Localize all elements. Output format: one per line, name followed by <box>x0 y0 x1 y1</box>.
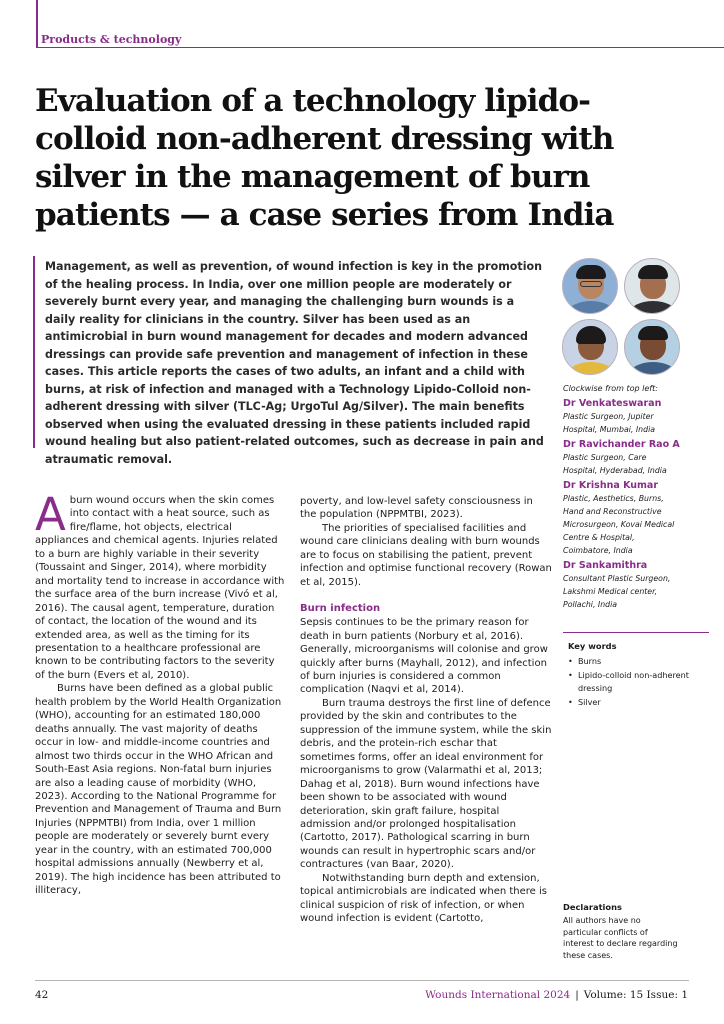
subheading: Burn infection <box>300 603 381 615</box>
author-name: Dr Ravichander Rao A <box>563 439 680 450</box>
author-affiliation: Plastic, Aesthetics, Burns, Hand and Reconstructive Microsurgeon, Kovai Medical Centre & Hospital, Coimbatore, India <box>563 494 675 555</box>
volume-issue: Volume: 15 Issue: 1 <box>583 989 688 1001</box>
footer-separator: | <box>575 989 579 1001</box>
author-photo-sankamithra <box>562 319 618 375</box>
author-entry <box>563 559 683 611</box>
body-paragraph: Burns have been defined as a global public health problem by the World Health Organization (WHO), accounting for an estimated 180,000 deaths annually. The vast majority of deaths occur in low- and middle-income countries and almost two thirds occur in the WHO African and South-East Asia regions. Non-fatal burn injuries are also a leading cause of morbidity (WHO, 2023). According to the National Programme for Prevention and Management of Trauma and Burn Injuries (NPPMTBI) from India, over 1 million people are moderately or severely burnt every year in the country, with an estimated 700,000 hospital admissions annually (Newberry et al, 2019). The high incidence has been attributed to illiteracy, <box>35 683 282 897</box>
body-column-middle <box>300 495 552 926</box>
author-photo-krishna-kumar <box>624 319 680 375</box>
author-caption: Clockwise from top left: <box>563 384 658 393</box>
section-divider <box>36 47 724 48</box>
body-paragraph: Burn trauma destroys the first line of defence provided by the skin and contributes to the suppression of the immune system, while the skin debris, and the protein-rich eschar that sometimes forms, offer an ideal environment for microorganisms to grow (Valarmathi et al, 2013; Dahag et al, 2018). Burn wound infections have been shown to be associated with wound deterioration, skin graft failure, hospital admission and/or prolonged hospitalisation (Cartotto, 2017). Pathological scarring in burn wounds can result in hypertrophic scars and/or contractures (van Baar, 2020). <box>300 697 552 871</box>
section-rule <box>36 0 38 48</box>
article-title: Evaluation of a technology lipido-colloid non-adherent dressing with silver in the management of burn patients — a case series from India <box>35 83 614 233</box>
body-paragraph: Sepsis continues to be the primary reason for death in burn patients (Norbury et al, 2016). Generally, microorganisms will colonise and grow quickly after burns (Mayhall, 2012), and infection of burn injuries is considered a common complication (Naqvi et al, 2014). <box>300 617 548 696</box>
body-paragraph: Notwithstanding burn depth and extension, topical antimicrobials are indicated when there is clinical suspicion of risk of infection, or when wound infection is evident (Cartotto, <box>300 872 547 925</box>
body-paragraph <box>35 488 287 682</box>
author-affiliation: Plastic Surgeon, Care Hospital, Hyderabad, India <box>563 453 667 475</box>
declarations-text: All authors have no particular conflicts of interest to declare regarding these cases. <box>563 916 678 960</box>
keywords-list <box>568 655 708 709</box>
body-paragraph: poverty, and low-level safety consciousness in the population (NPPMTBI, 2023). <box>300 496 533 521</box>
body-column-left <box>35 488 287 898</box>
author-entry <box>563 397 683 436</box>
body-text: burn wound occurs when the skin comes into contact with a heat source, such as fire/flame, hot objects, electrical appliances and chemical agents. Injuries related to a burn are highly variable in their severity (Toussaint and Singer, 2014), where morbidity and mortality tend to increase in accordance with the surface area of the burn increase (Vivó et al, 2016). The causal agent, temperature, duration of contact, the location of the wound and its extended area, as well as the timing for its presentation to a healthcare professional are known to be contributing factors to the severity of the burn (Evers et al, 2010). <box>35 495 285 681</box>
author-photo-venkateswaran <box>562 258 618 314</box>
footer-divider <box>35 980 689 981</box>
author-name: Dr Sankamithra <box>563 560 648 571</box>
keyword-item: • Burns <box>568 655 708 669</box>
author-affiliation: Plastic Surgeon, Jupiter Hospital, Mumbai, India <box>563 412 656 434</box>
declarations-title: Declarations <box>563 902 622 912</box>
author-name: Dr Venkateswaran <box>563 398 662 409</box>
abstract: Management, as well as prevention, of wound infection is key in the promotion of the healing process. In India, over one million people are moderately or severely burnt every year, and managing the challenging burn wounds is a daily reality for clinicians in the country. Silver has been used as an antimicrobial in burn wound management for decades and modern advanced dressings can provide safe prevention and management of infection in these cases. This article reports the cases of two adults, an infant and a child with burns, at risk of infection and managed with a Technology Lipido-Colloid non-adherent dressing with silver (TLC-Ag; UrgoTul Ag/Silver). The main benefits observed when using the evaluated dressing in these patients included rapid wound healing but also patient-related outcomes, such as decrease in pain and atraumatic removal. <box>45 260 544 467</box>
body-paragraph: The priorities of specialised facilities and wound care clinicians dealing with burn wounds are to focus on stabilising the patient, prevent infection and optimise functional recovery (Rowan et al, 2015). <box>300 522 552 588</box>
journal-name: Wounds International 2024 <box>425 989 571 1001</box>
drop-cap: A <box>35 488 66 541</box>
abstract-bar <box>33 256 35 448</box>
author-name: Dr Krishna Kumar <box>563 480 659 491</box>
author-entry <box>563 479 683 557</box>
author-photo-ravichander-rao <box>624 258 680 314</box>
footer-citation <box>425 989 688 1001</box>
keywords-divider <box>563 632 709 633</box>
keywords-title: Key words <box>568 641 617 651</box>
author-affiliation: Consultant Plastic Surgeon, Lakshmi Medical center, Pollachi, India <box>563 574 671 609</box>
page-number: 42 <box>35 989 49 1001</box>
section-tag: Products & technology <box>41 33 182 46</box>
author-entry <box>563 438 683 477</box>
keyword-item: • Silver <box>568 696 708 710</box>
keyword-item: • Lipido-colloid non-adherent dressing <box>568 669 708 696</box>
